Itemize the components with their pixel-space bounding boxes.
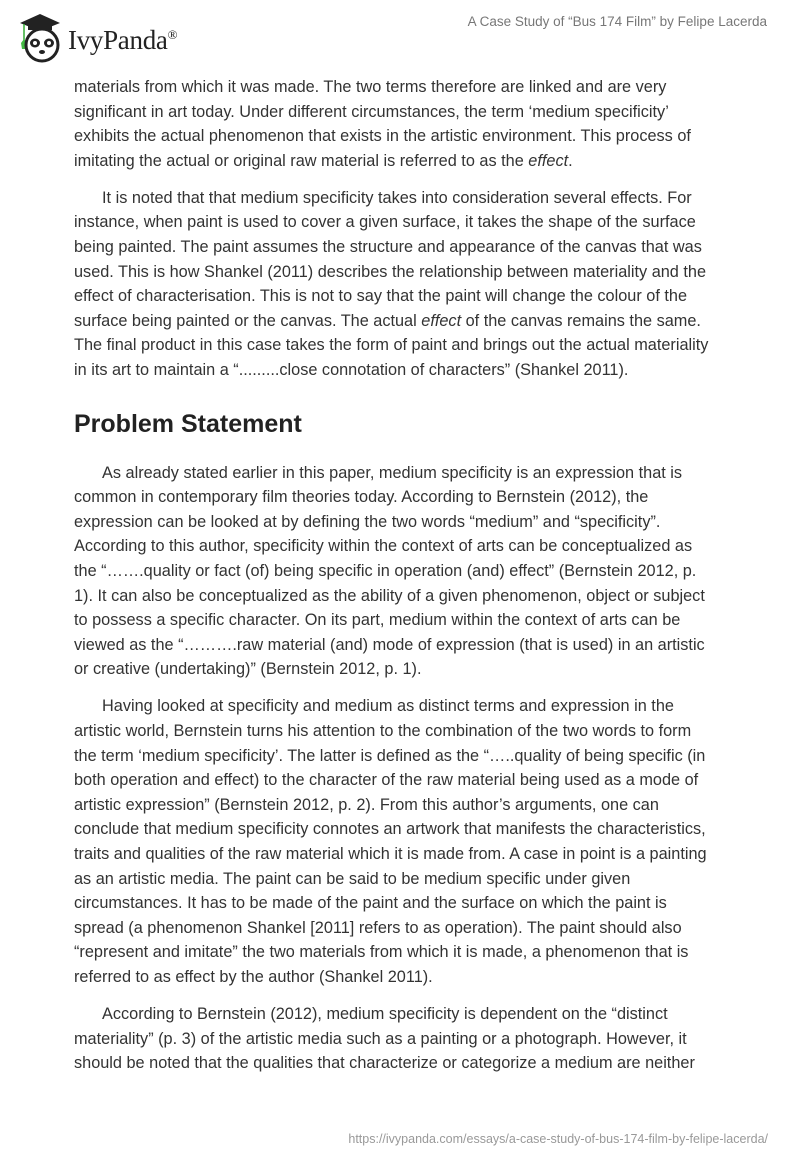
text-line: both operation and effect) to the character of the raw material being used as a mode of: [74, 771, 699, 790]
text-line: to possess a specific character. On its part, medium within the context of arts can be: [74, 611, 681, 630]
text-line: artistic world, Bernstein turns his attention to the combination of the two words to form: [74, 722, 692, 741]
paragraph: [74, 75, 754, 173]
essay-content: [74, 75, 754, 1088]
text-line: According to Bernstein (2012), medium specificity is dependent on the “distinct: [102, 1005, 668, 1024]
text-line: materials from which it was made. The two terms therefore are linked and are very: [74, 78, 667, 96]
text-line: As already stated earlier in this paper, medium specificity is an expression that is: [102, 463, 683, 482]
text-line: conclude that medium specificity connotes an artwork that manifests the characteristics,: [74, 820, 706, 839]
text-line: It is noted that that medium specificity takes into consideration several effects. For: [102, 188, 692, 207]
text-line: in its art to maintain a “.........close connotation of characters” (Shankel 2011).: [74, 361, 629, 380]
panda-graduate-icon: [18, 9, 62, 65]
text-line: the term ‘medium specificity’. The latter is defined as the “…..quality of being specific (in: [74, 746, 706, 765]
text-line: The final product in this case takes the form of paint and brings out the actual materiality: [74, 336, 709, 355]
text-line: According to this author, specificity within the context of arts can be conceptualized as: [74, 537, 693, 556]
text-line: being painted. The paint assumes the structure and appearance of the canvas that was: [74, 238, 702, 257]
text-span: surface being painted or the canvas. The actual: [74, 311, 422, 330]
paragraph: [74, 461, 754, 682]
paragraph: [74, 186, 754, 383]
text-line: significant in art today. Under different circumstances, the term ‘medium specificity’: [74, 102, 669, 121]
text-line: referred to as effect by the author (Shankel 2011).: [74, 968, 433, 986]
text-line: viewed as the “……….raw material (and) mode of expression (that is used) in an artistic: [74, 635, 705, 654]
paragraph: [74, 1002, 754, 1076]
text-line: effect of characterisation. This is not to say that the paint will change the colour of the: [74, 287, 688, 306]
text-span: imitating the actual or original raw material is referred to as the: [74, 151, 529, 170]
ivypanda-logo[interactable]: [18, 9, 177, 65]
text-line: the “…….quality or fact (of) being specific in operation (and) effect” (Bernstein 2012, p.: [74, 562, 697, 580]
text-line: 1). It can also be conceptualized as the ability of a given phenomenon, object or subject: [74, 586, 705, 605]
logo-text: IvyPanda: [68, 24, 168, 55]
text-line: “represent and imitate” the two materials from which it is made, a phenomenon that is: [74, 943, 689, 962]
text-line: circumstances. It has to be made of the paint and the surface on which the paint is: [74, 894, 667, 913]
footer-url[interactable]: https://ivypanda.com/essays/a-case-study-of-bus-174-film-by-felipe-lacerda/: [348, 1132, 768, 1146]
emphasized-term: effect: [421, 311, 462, 330]
paragraph: [74, 694, 754, 989]
text-line: or creative (undertaking)” (Bernstein 2012, p. 1).: [74, 660, 422, 679]
text-line: materiality” (p. 3) of the artistic media such as a painting or a photograph. However, it: [74, 1029, 687, 1048]
text-span: .: [568, 151, 573, 170]
text-line: as an artistic media. The paint can be said to be medium specific under given: [74, 869, 631, 888]
text-line: used. This is how Shankel (2011) describes the relationship between materiality and the: [74, 262, 707, 281]
emphasized-term: effect: [528, 151, 569, 170]
text-line: artistic expression” (Bernstein 2012, p. 2). From this author’s arguments, one can: [74, 795, 659, 814]
registered-mark: ®: [167, 26, 178, 42]
text-line: spread (a phenomenon Shankel [2011] refers to as operation). The paint should also: [74, 918, 682, 937]
text-line: exhibits the actual phenomenon that exists in the artistic environment. This process of: [74, 127, 691, 146]
document-title: A Case Study of “Bus 174 Film” by Felipe Lacerda: [467, 14, 767, 29]
text-line: [74, 309, 754, 334]
text-line: common in contemporary film theories today. According to Bernstein (2012), the: [74, 488, 649, 507]
text-line: instance, when paint is used to cover a given surface, it takes the shape of the surface: [74, 213, 696, 232]
text-line: expression can be looked at by defining the two words “medium” and “specificity”.: [74, 512, 661, 531]
text-span: of the canvas remains the same.: [461, 311, 701, 330]
section-heading: Problem Statement: [74, 409, 302, 438]
text-line: traits and qualities of the raw material which it is made from. A case in point is a painting: [74, 845, 707, 864]
text-line: Having looked at specificity and medium as distinct terms and expression in the: [102, 697, 674, 716]
text-line: [74, 149, 754, 174]
text-line: should be noted that the qualities that characterize or categorize a medium are neither: [74, 1054, 695, 1073]
